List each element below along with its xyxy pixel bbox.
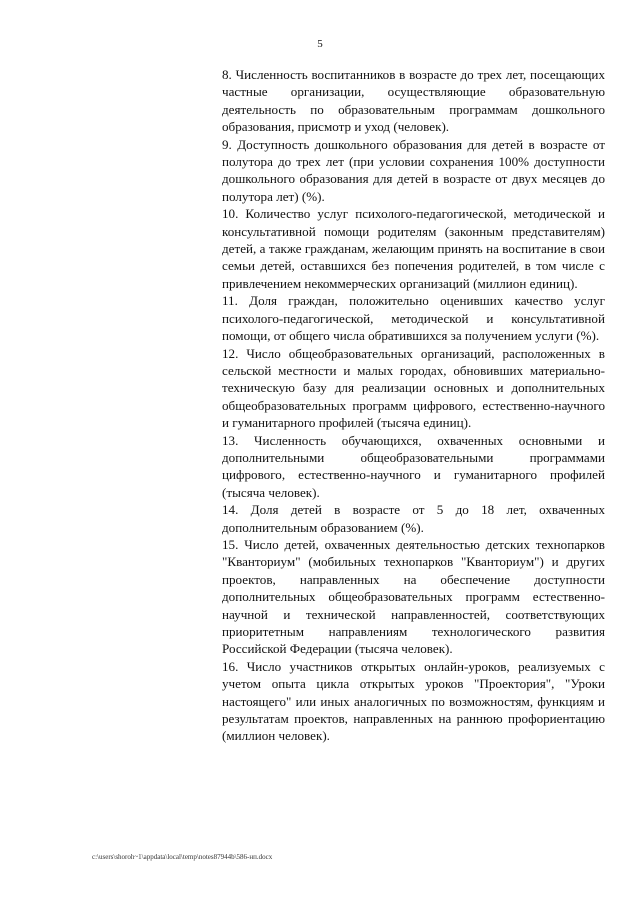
list-item-12: 12. Число общеобразовательных организаций, расположенных в сельской местности и малых городах, обновивших материально-техническую базу для реализации основных и дополнительных общеобразовательных программ цифрового, естественно-научного и гуманитарного профилей (тысяча единиц). [222,345,605,431]
list-item-15: 15. Число детей, охваченных деятельностью детских технопарков "Кванториум" (мобильных технопарков "Кванториум") и других проектов, направленных на обеспечение доступности дополнительных общеобразовательных программ естественно-научной и технической направленностей, соответствующих приоритетным направлениям технологического развития Российской Федерации (тысяча человек). [222,536,605,657]
list-item-14: 14. Доля детей в возрасте от 5 до 18 лет, охваченных дополнительным образованием (%). [222,502,605,535]
footer-file-path: c:\users\shoroh~1\appdata\local\temp\notes87944b\586-нп.docx [92,853,273,861]
list-item-8: 8. Численность воспитанников в возрасте до трех лет, посещающих частные организации, осуществляющие образовательную деятельность по образовательным программам дошкольного образования, присмотр и уход (человек). [222,67,605,135]
list-item-11: 11. Доля граждан, положительно оценивших качество услуг психолого-педагогической, методической и консультативной помощи, от общего числа обратившихся за получением услуги (%). [222,293,605,344]
list-item-9: 9. Доступность дошкольного образования для детей в возрасте от полутора до трех лет (при условии сохранения 100% доступности дошкольного образования для детей в возрасте от двух месяцев до полутора лет) (%). [222,136,605,204]
page-number: 5 [317,38,323,50]
list-item-13: 13. Численность обучающихся, охваченных основными и дополнительными общеобразовательными программами цифрового, естественно-научного и гуманитарного профилей (тысяча человек). [222,432,605,500]
document-body [222,66,605,745]
list-item-16: 16. Число участников открытых онлайн-уроков, реализуемых с учетом опыта цикла открытых уроков "Проектория", "Уроки настоящего" или иных аналогичных по возможностям, функциям и результатам проектов, направленных на раннюю профориентацию (миллион человек). [222,658,605,744]
list-item-10: 10. Количество услуг психолого-педагогической, методической и консультативной помощи родителям (законным представителям) детей, а также гражданам, желающим принять на воспитание в свои семьи детей, оставшихся без попечения родителей, в том числе с привлечением некоммерческих организаций (миллион единиц). [222,206,605,291]
